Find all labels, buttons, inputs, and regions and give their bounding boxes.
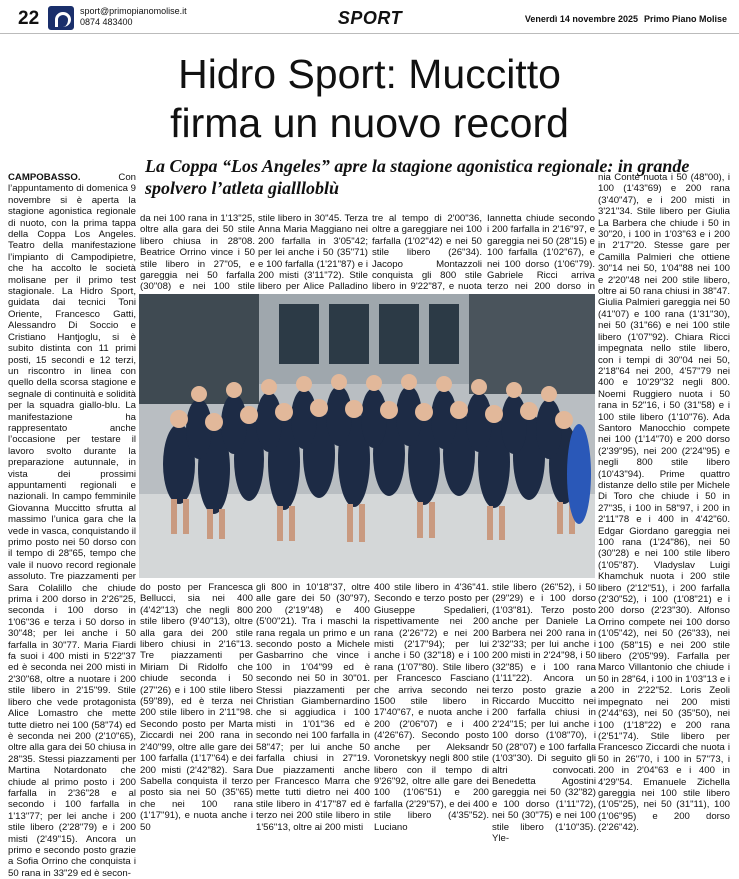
phone-number: 0874 483400	[80, 17, 133, 27]
article-column-2-bottom: do posto per Francesca Bellucci, sia nei 400 (4'42"13) che negli 800 stile libero (9'40"13), oltre alla gara dei 200 stile libero chiusi in 2'16"13. Tre piazzamenti per Miriam Di Ridolfo che chiude seconda i 50 (27"26) e i 100 stile libero (59"89), ed è terza nei 200 stile libero in 2'11"98. Secondo posto per Marta Ziccardi nei 200 rana in 2'40"99, oltre alle gare dei 100 farfalla (1'17"64) e dei 200 misti (2'42"82). Sara Sabella conquista il terzo posto sia nei 50 (35"65) che nei 100 rana (1'17"91), e nuota anche i 50	[140, 582, 253, 833]
headline	[0, 50, 739, 148]
issue-date	[519, 14, 727, 24]
article-column-4-top: tre al tempo di 2'00"36, oltre a gareggiare nei 100 farfalla (1'02"42) e nei 50 stile libero (26"34). Jacopo Montazzoli conquista gli 800 stile libero in 9'22"87, e nuota	[372, 213, 482, 293]
page-header	[0, 0, 739, 34]
section-title: SPORT	[337, 8, 403, 28]
newspaper-logo-icon	[48, 6, 74, 30]
article-column-1	[8, 172, 137, 879]
article-column-6: nia Conte nuota i 50 (48"00), i 100 (1'43"69) e 200 rana (3'40"47), e i 200 misti in 3'21"34. Stile libero per Giulia La Barbera che chiude i 50 in 30"20, i 100 in 1'03"63 e i 200 in 2'17"20. Stesse gare per Camilla Palmieri che ottiene 30"14 nei 50, 1'04"88 nei 100 e 2'20"48 nei 200 stile libero, oltre ai 50 rana chiusi in 38"47. Giulia Palmieri gareggia nei 50 (41"07) e 100 rana (1'31"30), nei 50 (31"66) e nei 100 stile libero (1'07"92). Chiara Ricci impegnata nello stile libero, con i tempi di 30"04 nei 50, 2'18"64 nei 200, 4'57"79 nei 400 e 10'29"32 negli 800. Noemi Ruggiero nuota i 50 rana in 52"16, i 50 (31"58) e i 100 stile libero (1'10"76). Ada Santoro Manocchio compete nei 100 (1'14"70) e 200 dorso (2'39"95), nei 200 (2'24"95) e negli 800 stile libero (10'43"94). Prime quattro distanze dello stile per Michele Di Toro che chiude i 50 in 27"35, i 100 in 58"97, i 200 in 2'11"78 e i 400 in 4'42"60. Edgar Giordano gareggia nei 100 rana (1'24"86), nei 50 (30"28) e nei 100 stile libero (1'05"87). Vladyslav Luigi Khamchuk nuota i 200 stile libero (2'12"51), i 200 farfalla (2'30"52), i 100 (1'08"21) e i 200 dorso (2'23"30). Alfonso Orrino compete nei 100 dorso (1'05"42), nei 50 (26"33), nei 100 (58"15) e nei 200 stile libero (2'05"99). Farfalla per Marco Villantonio che chiude i 50 in 28"64, i 100 in 1'03"13 e i 200 in 2'22"52. Loris Zeoli impegnato nei 200 misti (2'44"63), nei 50 (35"50), nei 100 (1'18"22) e 200 rana (2'51"74). Stile libero per Francesco Ziccardi che nuota i 50 in 26"70, i 100 in 57"73, i 200 in 2'04"63 e i 400 in 4'29"54. Emanuele Zichella gareggia nei 100 stile libero (1'05"25), nei 50 (31"11), 100 (1'06"95) e 200 dorso (2'26"42).	[598, 172, 730, 834]
article-column-5-top: Iannetta chiude secondo i 200 farfalla in 2'16"97, e gareggia nei 50 (28"15) e 100 farfalla (1'02"67), e nei 100 dorso (1'06"79). Gabriele Ricci arriva terzo nei 200 dorso in	[487, 213, 595, 293]
paper-name: Primo Piano Molise	[643, 14, 727, 24]
team-photo-image	[139, 294, 595, 578]
subheadline: La Coppa “Los Angeles” apre la stagione agonistica regionale: in grande spolvero l’atleta giallloblù	[145, 156, 690, 198]
page-number: 22	[18, 8, 40, 29]
article-column-3-top: stile libero in 30"45. Terza Anna Maria Maggiano nei 200 farfalla in 3'05"42; per lei anche i 50 (35"71) e 100 farfalla (1'21"87) e i 200 misti (3'11"72). Stile libero per Alice Palladino	[258, 213, 368, 293]
dateline: CAMPOBASSO.	[8, 172, 81, 183]
date-text: Venerdì 14 novembre 2025	[524, 14, 638, 24]
article-column-4-bottom: 400 stile libero in 4'36"41. Secondo e terzo posto per Giuseppe Spedalieri, rispettivamente nei 200 rana (2'26"72) e nei 200 misti (2'17"94); per lui anche i 50 (32"18) e i 100 rana (1'07"80). Stile libero per Francesco Fasciano che arriva secondo nei 1500 stile libero in 17'40"67, e nuota anche i 200 (2'06"07) e i 400 (4'26"67). Secondo posto anche per Aleksandr Voronetskyy negli 800 stile libero con il tempo di 9'26"92, oltre alle gare dei 100 (1'06"51) e 200 farfalla (2'29"57), e dei 400 stile libero (4'35"52). Luciano	[374, 582, 489, 833]
headline-line-2: firma un nuovo record	[170, 100, 569, 146]
team-photo	[139, 294, 595, 578]
column-1-text: Con l’appuntamento di domenica 9 novembre si è aperta la stagione agonistica regionale di nuoto, con la prima tappa della Coppa Los Angeles. Teatro della manifestazione l’impianto di Campodipietre, che ha accolto le società molisane per il primo test stagionale. La Hidro Sport, guidata dai tecnici Toni Oriente, Francesco Gatti, Alessandro Di Soccio e Cristiano Hantjoglu, si è subito distinta con 11 primi posti, 15 secondi e 12 terzi, un riscontro in linea con quello della scorsa stagione e segnale di continuità e solidità per la squadra giallo-blu. La manifestazione ha rappresentato anche l’occasione per testare il lavoro svolto durante la preparazione autunnale, in vista dei prossimi appuntamenti regionali e nazionali. In campo femminile Giovanna Muccitto sfrutta al massimo l’unica gara che la vede in vasca, conquistando il primo posto nei 50 dorso con il tempo di 28"65, tempo che vale il nuovo record regionale assoluto. Tre piazzamenti per Sara Colalillo che chiude prima i 200 dorso in 2'26"25, seconda i 100 dorso in 1'06"36 e terza i 50 dorso in 30"48; per lei anche i 50 farfalla in 30"77. Maria Fiardi fa suoi i 400 misti in 5'22"37 ed è seconda nei 200 misti in 2'30"68, oltre a nuotare i 200 stile libero in 2'15"99. Stile libero che vede protagonista Alice Lomastro che mette tutte dietro nei 100 (58"74) ed è seconda nei 200 (2'10"65), oltre alla gara dei 50 chiusa in 28"35. Stessi piazzamenti per Martina Notardonato che chiude al primo posto i 200 farfalla in 2'36"28 e al secondo i 100 farfalla in 1'13"77; per lei anche i 200 stile libero (2'28"79) e i 200 misti (2'49"15). Ancora un primo e secondo posto grazie a Sofia Orrino che conquista i 50 rana in 33"29 ed è secon-	[8, 172, 137, 879]
article-column-3-bottom: gli 800 in 10'18"37, oltre alle gare dei 50 (30"97), 200 (2'19"48) e 400 (5'00"21). Tra i maschi la rana regala un primo e un secondo posto a Michele Gasbarrino che vince i 100 in 1'04"99 ed è secondo nei 50 in 30"01. Stessi piazzamenti per Christian Giambernardino che si aggiudica i 100 misti in 1'01"36 ed è secondo nei 100 farfalla in 58"47; per lui anche 50 farfalla chiusi in 27"19. Due piazzamenti anche per Francesco Marra che mette tutti dietro nei 400 stile libero in 4'17"87 ed è terzo nei 200 stile libero in 1'56"13, oltre ai 200 misti	[256, 582, 370, 833]
contact-info	[80, 6, 187, 28]
email-link[interactable]: sport@primopianomolise.it	[80, 6, 187, 16]
article-column-5-bottom: stile libero (26"52), i 50 (29"29) e i 100 dorso (1'03"81). Terzo posto anche per Daniele La Barbera nei 200 rana in 2'32"33; per lui anche i 200 misti in 2'24"98, i 50 (32"85) e i 100 rana (1'11"22). Ancora un terzo posto grazie a Riccardo Muccitto nei 200 farfalla chiusi in 2'24"15; per lui anche i 100 dorso (1'08"70), i 50 (28"07) e 100 farfalla (1'03"30). Di seguito gli altri convocati. Benedetta Agostini gareggia nei 50 (32"82) e 100 dorso (1'11"72), nei 50 (30"75) e nei 100 stile libero (1'10"35). Yle-	[492, 582, 596, 844]
headline-line-1: Hidro Sport: Muccitto	[178, 51, 561, 97]
article-column-2-top: da nei 100 rana in 1'13"25, oltre alla gara dei 50 stile libero chiusa in 28"08. Beatrice Orrino vince i 50 stile libero in 27"05, e gareggia nei 50 farfalla (30"08) e nei 100 stile	[140, 213, 255, 293]
